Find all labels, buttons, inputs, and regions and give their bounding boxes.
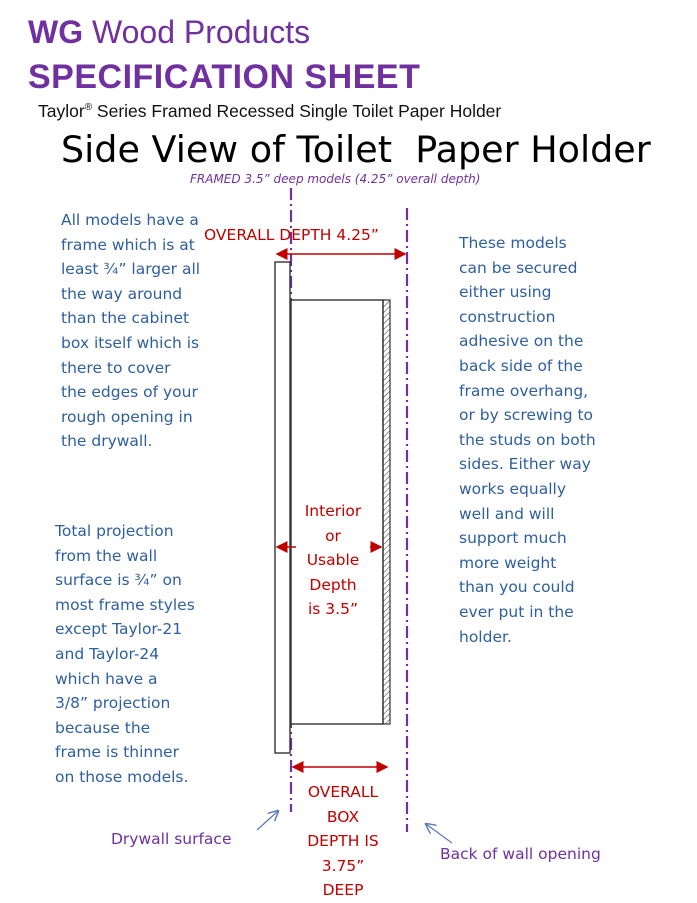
box-depth-line: OVERALL xyxy=(307,783,379,801)
note-line: sides. Either way xyxy=(459,455,591,474)
drywall-pointer xyxy=(257,811,278,830)
note-line: surface is ¾” on xyxy=(55,571,182,590)
note-line: the way around xyxy=(61,284,183,303)
interior-depth-line: or xyxy=(325,526,341,545)
note-line: Total projection xyxy=(55,522,174,540)
note-line: the drywall. xyxy=(61,432,153,451)
note-line: ever put in the xyxy=(459,602,574,621)
interior-depth-line: Usable xyxy=(306,551,360,570)
note-line: and Taylor-24 xyxy=(55,644,160,663)
mounting-note xyxy=(459,231,596,649)
box-depth-line: BOX xyxy=(326,807,360,826)
box-depth-line: DEPTH IS xyxy=(307,832,379,851)
note-line: 3/8” projection xyxy=(55,694,171,713)
note-line: construction xyxy=(459,307,556,326)
interior-depth-line: Depth xyxy=(309,575,357,594)
interior-depth-label xyxy=(296,499,370,622)
note-line: frame which is at xyxy=(61,235,195,254)
wall-opening-label: Back of wall opening xyxy=(440,845,601,863)
note-line: than you could xyxy=(459,578,575,597)
frame-size-note xyxy=(61,208,200,454)
sheet-title: SPECIFICATION SHEET xyxy=(28,58,421,96)
note-line: either using xyxy=(459,283,552,302)
note-line: works equally xyxy=(459,479,566,498)
note-line: support much xyxy=(459,529,567,548)
note-line: These models xyxy=(459,234,567,252)
note-line: can be secured xyxy=(459,258,578,277)
interior-depth-line: Interior xyxy=(304,502,362,520)
note-line: the studs on both xyxy=(459,430,596,449)
note-line: more weight xyxy=(459,553,557,572)
box-depth-label xyxy=(296,780,390,903)
note-line: least ¾” larger all xyxy=(61,260,201,279)
brand-initials: WG xyxy=(28,14,84,50)
note-line: All models have a xyxy=(61,211,199,229)
interior-depth-line: is 3.5” xyxy=(308,600,358,619)
product-desc: Series Framed Recessed Single Toilet Paper Holder xyxy=(92,101,502,121)
back-panel xyxy=(383,300,390,724)
note-line: rough opening in xyxy=(61,407,193,426)
note-line: from the wall xyxy=(55,546,158,565)
note-line: box itself which is xyxy=(61,333,200,352)
diagram-subtitle: FRAMED 3.5” deep models (4.25” overall depth) xyxy=(190,172,481,186)
note-line: which have a xyxy=(55,669,158,688)
diagram-title: Side View of Toilet Paper Holder xyxy=(61,128,651,171)
frame-plate xyxy=(275,262,290,753)
note-line: frame overhang, xyxy=(459,381,589,400)
product-series: Taylor xyxy=(38,101,85,121)
note-line: back side of the xyxy=(459,356,583,375)
brand-name: Wood Products xyxy=(91,14,311,50)
note-line: well and will xyxy=(459,504,555,523)
note-line: because the xyxy=(55,718,151,737)
registered-mark: ® xyxy=(84,102,93,114)
note-line: adhesive on the xyxy=(459,332,584,351)
box-depth-line: 3.75” xyxy=(321,856,365,875)
overall-depth-label: OVERALL DEPTH 4.25” xyxy=(204,226,379,244)
note-line: or by screwing to xyxy=(459,406,594,425)
note-line: on those models. xyxy=(55,767,189,786)
note-line: the edges of your xyxy=(61,383,198,402)
note-line: most frame styles xyxy=(55,595,195,614)
note-line: there to cover xyxy=(61,358,171,377)
note-line: except Taylor-21 xyxy=(55,620,183,639)
note-line: frame is thinner xyxy=(55,743,179,762)
drywall-surface-label: Drywall surface xyxy=(111,830,232,848)
wall-opening-pointer xyxy=(426,824,452,843)
note-line: than the cabinet xyxy=(61,309,190,328)
projection-note xyxy=(55,519,195,790)
note-line: holder. xyxy=(459,627,512,646)
box-depth-line: DEEP xyxy=(322,881,364,900)
